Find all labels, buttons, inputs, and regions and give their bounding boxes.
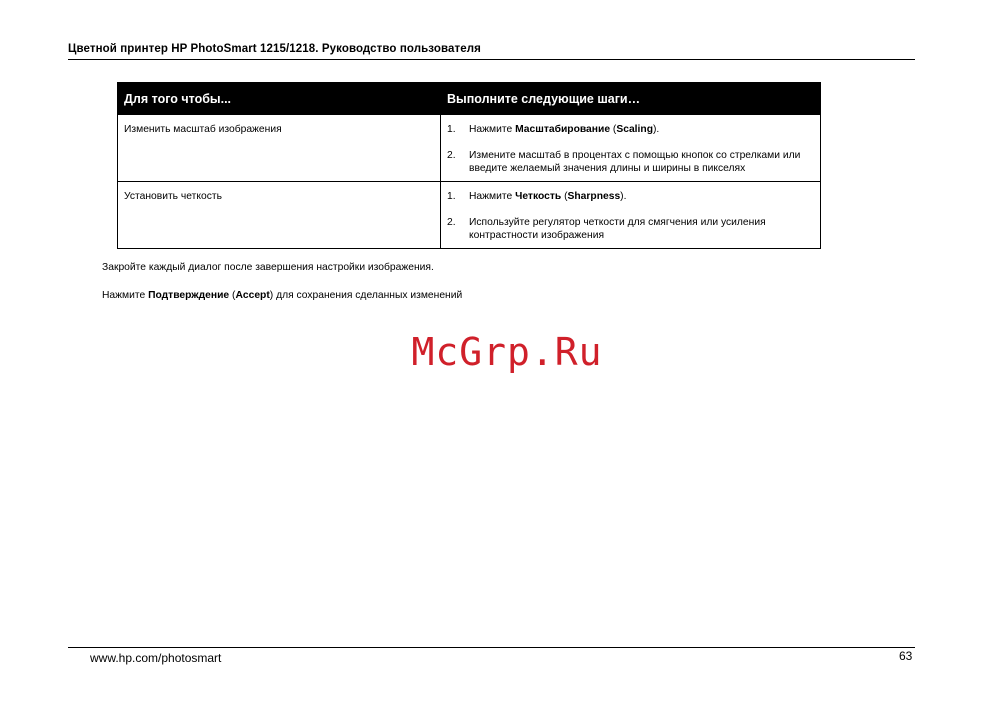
accept-label-english: Accept bbox=[235, 290, 270, 301]
menu-item-english: Sharpness bbox=[567, 191, 621, 202]
step-text: Используйте регулятор четкости для смягчения или усиления контрастности изображения bbox=[469, 217, 766, 241]
step-text: Нажмите Четкость (Sharpness). bbox=[469, 191, 627, 202]
task-cell: Установить четкость bbox=[118, 182, 441, 249]
accept-note: Нажмите Подтверждение (Accept) для сохранения сделанных изменений bbox=[102, 290, 463, 301]
step-number: 1. bbox=[447, 124, 456, 135]
footer-divider bbox=[68, 647, 915, 648]
step-list bbox=[447, 190, 814, 242]
accept-label: Подтверждение bbox=[148, 290, 230, 301]
list-item bbox=[447, 123, 814, 136]
close-dialog-note: Закройте каждый диалог после завершения настройки изображения. bbox=[102, 262, 434, 273]
step-text: Нажмите Масштабирование (Scaling). bbox=[469, 124, 660, 135]
steps-cell bbox=[441, 182, 821, 249]
steps-cell bbox=[441, 115, 821, 182]
list-item bbox=[447, 190, 814, 203]
menu-item-name: Четкость bbox=[515, 191, 562, 202]
step-number: 2. bbox=[447, 150, 456, 161]
menu-item-name: Масштабирование bbox=[515, 124, 611, 135]
watermark: McGrp.Ru bbox=[411, 330, 603, 374]
footer-url: www.hp.com/photosmart bbox=[90, 651, 222, 665]
column-header-task: Для того чтобы... bbox=[118, 83, 441, 115]
task-cell: Изменить масштаб изображения bbox=[118, 115, 441, 182]
table-row bbox=[118, 115, 821, 182]
list-item bbox=[447, 216, 814, 242]
header-divider bbox=[68, 59, 915, 60]
document-title: Цветной принтер HP PhotoSmart 1215/1218. Руководство пользователя bbox=[68, 43, 481, 55]
menu-item-english: Scaling bbox=[616, 124, 653, 135]
step-list bbox=[447, 123, 814, 175]
list-item bbox=[447, 149, 814, 175]
step-text: Измените масштаб в процентах с помощью кнопок со стрелками или введите желаемый значения длины и ширины в пикселях bbox=[469, 150, 801, 174]
table-header-row bbox=[118, 83, 821, 115]
instructions-table bbox=[117, 82, 821, 249]
column-header-steps: Выполните следующие шаги… bbox=[441, 83, 821, 115]
table-row bbox=[118, 182, 821, 249]
step-number: 2. bbox=[447, 217, 456, 228]
step-number: 1. bbox=[447, 191, 456, 202]
page-number: 63 bbox=[899, 649, 913, 663]
